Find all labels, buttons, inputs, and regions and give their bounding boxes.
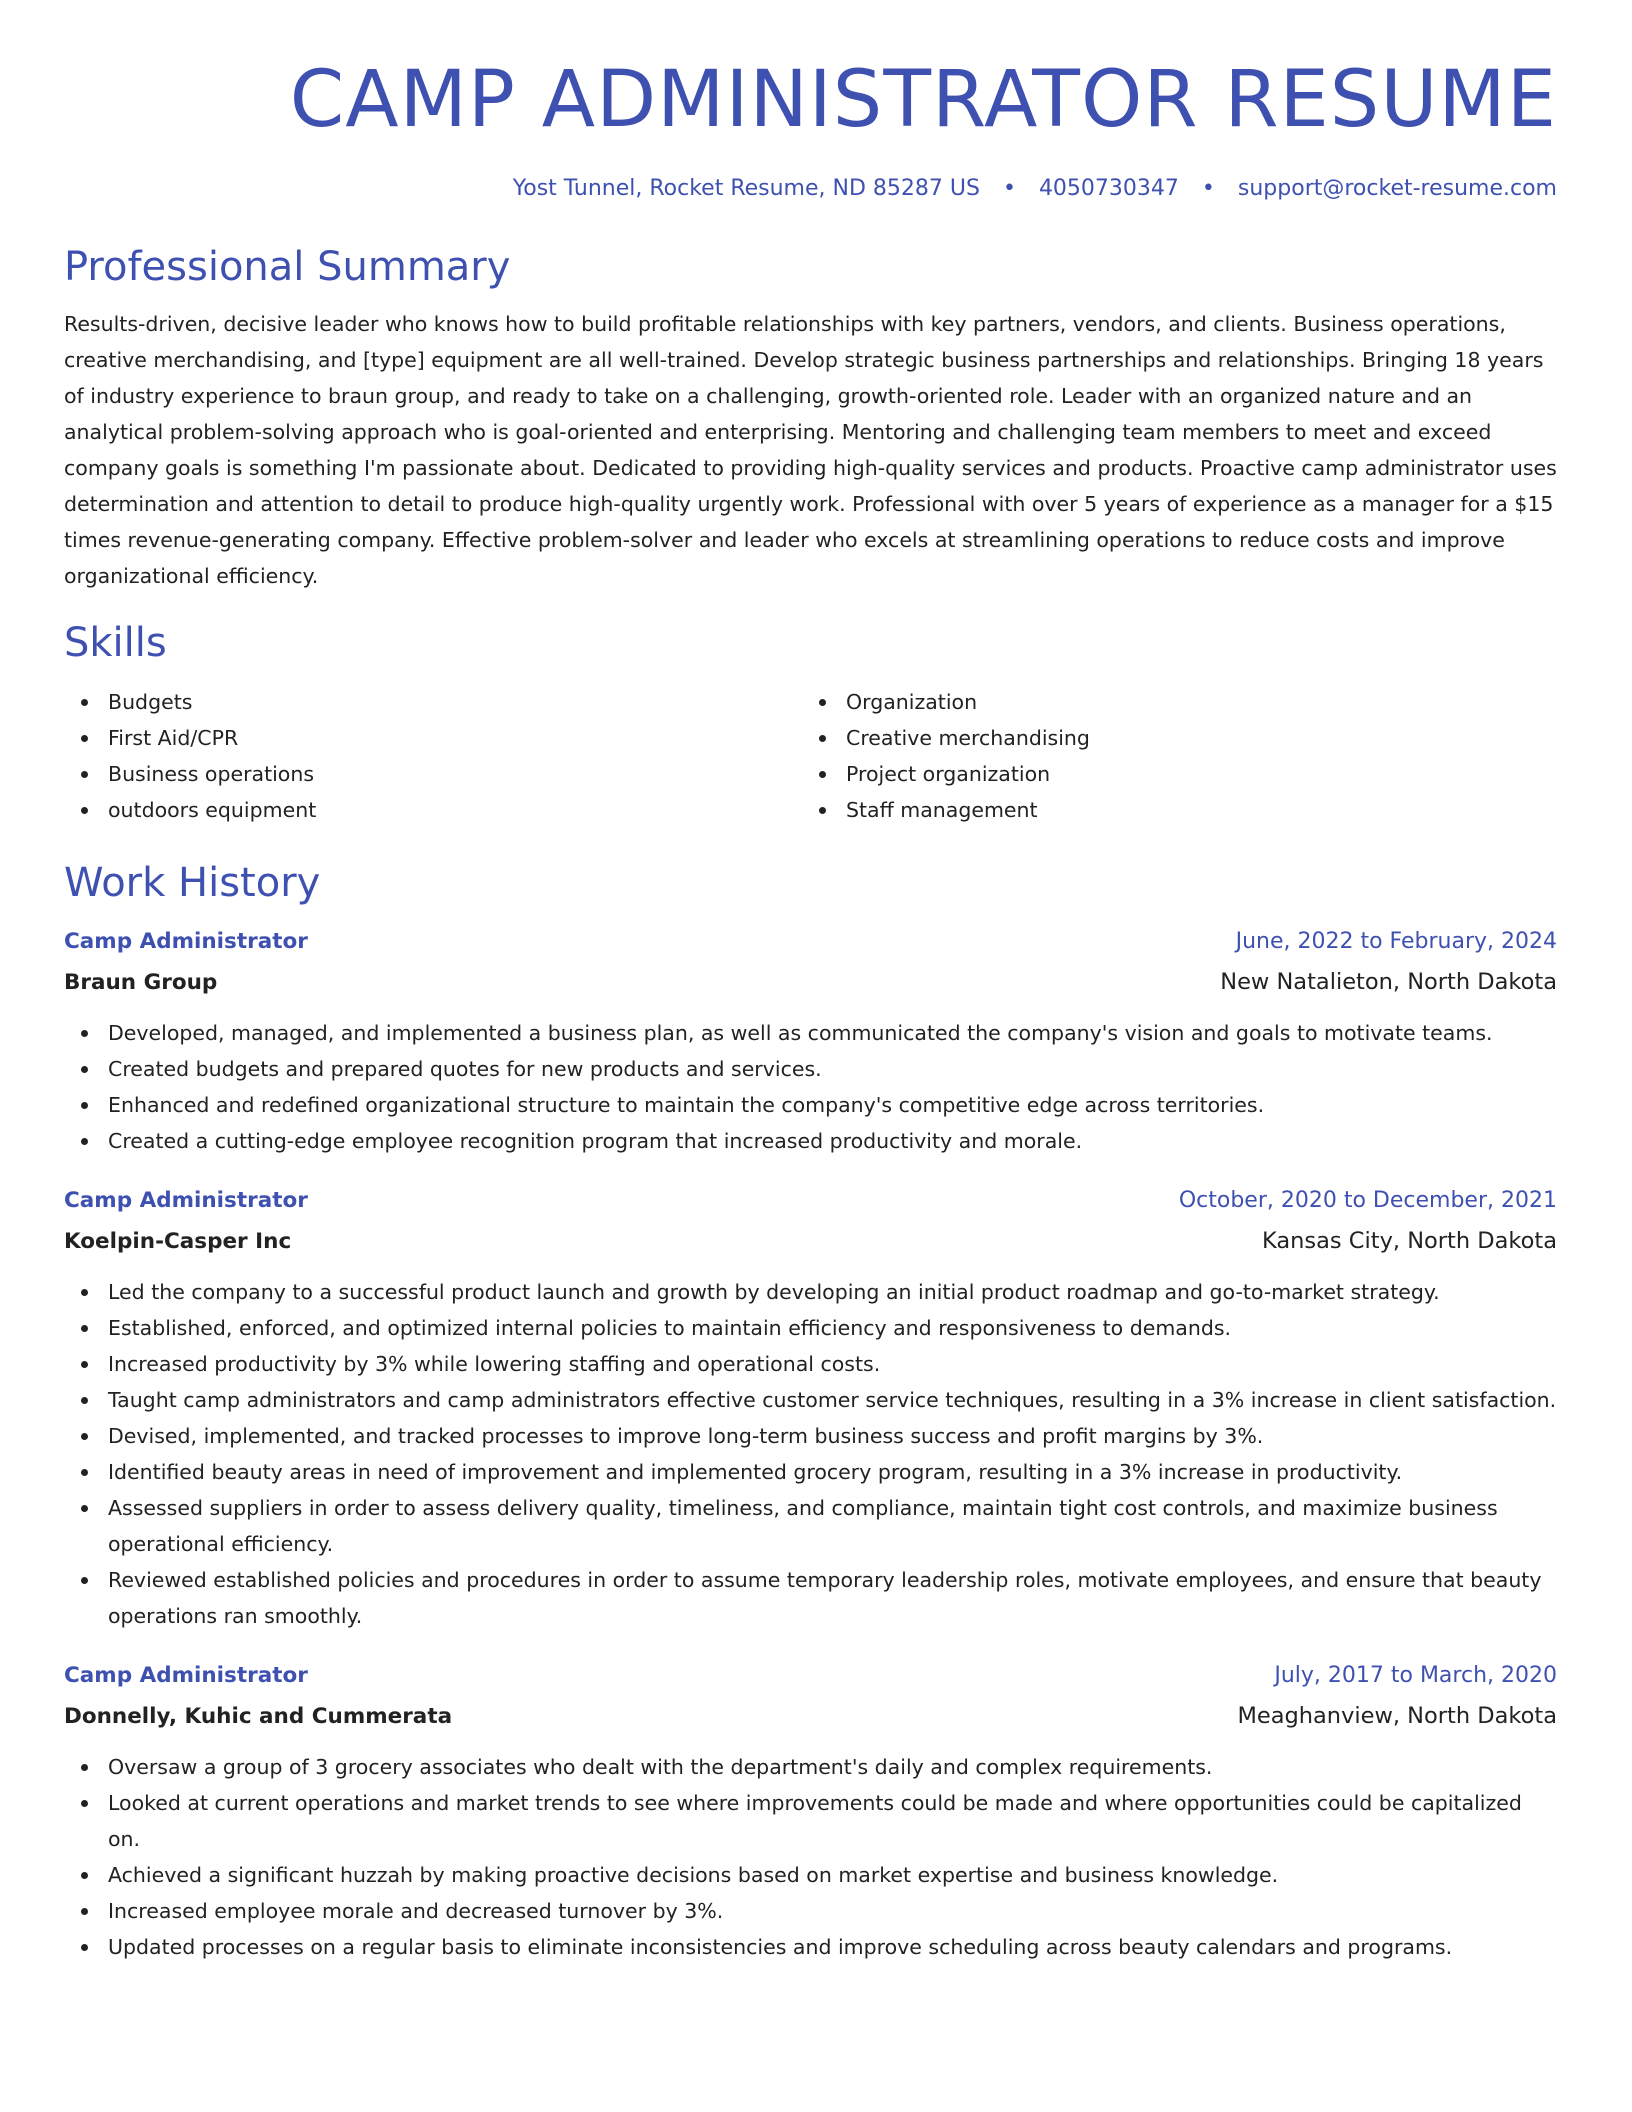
job-duties xyxy=(64,1274,1557,1634)
job-duties xyxy=(64,1015,1557,1159)
skill-item: Budgets xyxy=(64,684,802,720)
job-duty: Increased productivity by 3% while lowering staffing and operational costs. xyxy=(64,1346,1557,1382)
contact-email: support@rocket-resume.com xyxy=(1237,176,1557,201)
job-duty: Created budgets and prepared quotes for new products and services. xyxy=(64,1051,1557,1087)
job-duty: Devised, implemented, and tracked processes to improve long-term business success and profit margins by 3%. xyxy=(64,1418,1557,1454)
contact-phone: 4050730347 xyxy=(1038,176,1179,201)
job-duty: Assessed suppliers in order to assess delivery quality, timeliness, and compliance, maintain tight cost controls, and maximize business operational efficiency. xyxy=(64,1490,1557,1562)
job-entry xyxy=(64,1656,1557,1965)
skill-item: Organization xyxy=(802,684,1540,720)
job-dates: June, 2022 to February, 2024 xyxy=(1235,929,1557,954)
job-location: Meaghanview, North Dakota xyxy=(1237,1703,1557,1729)
job-duty: Identified beauty areas in need of improvement and implemented grocery program, resulting in a 3% increase in productivity. xyxy=(64,1454,1557,1490)
summary-heading: Professional Summary xyxy=(64,244,511,290)
job-duty: Taught camp administrators and camp administrators effective customer service techniques, resulting in a 3% increase in client satisfaction. xyxy=(64,1382,1557,1418)
skill-item: First Aid/CPR xyxy=(64,720,802,756)
job-company: Donnelly, Kuhic and Cummerata xyxy=(64,1704,453,1729)
skills-heading: Skills xyxy=(64,620,167,666)
skills-column-right xyxy=(802,684,1540,828)
job-dates: October, 2020 to December, 2021 xyxy=(1178,1188,1557,1213)
job-subheader xyxy=(64,1696,1557,1737)
summary-text: Results-driven, decisive leader who knows how to build profitable relationships with key partners, vendors, and clients. Business operations, creative merchandising, and [type] equipment are all well-trained. Develop strategic business partnerships and relationships. Bringing 18 years of industry experience to braun group, and ready to take on a challenging, growth-oriented role. Leader with an organized nature and an analytical problem-solving approach who is goal-oriented and enterprising. Mentoring and challenging team members to meet and exceed company goals is something I'm passionate about. Dedicated to providing high-quality services and products. Proactive camp administrator uses determination and attention to detail to produce high-quality urgently work. Professional with over 5 years of experience as a manager for a $15 times revenue-generating company. Effective problem-solver and leader who excels at streamlining operations to reduce costs and improve organizational efficiency. xyxy=(64,312,1557,588)
contact-address: Yost Tunnel, Rocket Resume, ND 85287 US xyxy=(512,176,980,201)
contact-separator: • xyxy=(1002,176,1016,201)
job-duty: Enhanced and redefined organizational structure to maintain the company's competitive edge across territories. xyxy=(64,1087,1557,1123)
skill-item: Business operations xyxy=(64,756,802,792)
job-duty: Established, enforced, and optimized internal policies to maintain efficiency and responsiveness to demands. xyxy=(64,1310,1557,1346)
job-duty: Updated processes on a regular basis to eliminate inconsistencies and improve scheduling across beauty calendars and programs. xyxy=(64,1929,1557,1965)
job-duty: Led the company to a successful product launch and growth by developing an initial product roadmap and go-to-market strategy. xyxy=(64,1274,1557,1310)
job-duties xyxy=(64,1749,1557,1965)
job-header xyxy=(64,922,1557,962)
job-duty: Increased employee morale and decreased turnover by 3%. xyxy=(64,1893,1557,1929)
job-duty: Achieved a significant huzzah by making proactive decisions based on market expertise and business knowledge. xyxy=(64,1857,1557,1893)
job-header xyxy=(64,1181,1557,1221)
job-subheader xyxy=(64,962,1557,1003)
skills-column-left xyxy=(64,684,802,828)
contact-line xyxy=(64,174,1557,204)
job-duty: Oversaw a group of 3 grocery associates who dealt with the department's daily and complex requirements. xyxy=(64,1749,1557,1785)
resume-title: CAMP ADMINISTRATOR RESUME xyxy=(289,55,1557,145)
job-dates: July, 2017 to March, 2020 xyxy=(1274,1663,1557,1688)
skill-item: outdoors equipment xyxy=(64,792,802,828)
job-company: Braun Group xyxy=(64,970,218,995)
job-subheader xyxy=(64,1221,1557,1262)
skill-item: Staff management xyxy=(802,792,1540,828)
job-title: Camp Administrator xyxy=(64,1663,308,1688)
resume-page xyxy=(64,52,1557,1965)
job-title: Camp Administrator xyxy=(64,929,308,954)
job-company: Koelpin-Casper Inc xyxy=(64,1229,292,1254)
job-location: New Natalieton, North Dakota xyxy=(1220,969,1557,995)
job-duty: Reviewed established policies and procedures in order to assume temporary leadership roles, motivate employees, and ensure that beauty operations ran smoothly. xyxy=(64,1562,1557,1634)
job-entry xyxy=(64,1181,1557,1634)
skill-item: Project organization xyxy=(802,756,1540,792)
skill-item: Creative merchandising xyxy=(802,720,1540,756)
work-history-heading: Work History xyxy=(64,860,321,906)
contact-separator: • xyxy=(1201,176,1215,201)
job-duty: Looked at current operations and market trends to see where improvements could be made and where opportunities could be capitalized on. xyxy=(64,1785,1557,1857)
job-location: Kansas City, North Dakota xyxy=(1262,1228,1557,1254)
job-title: Camp Administrator xyxy=(64,1188,308,1213)
job-duty: Created a cutting-edge employee recognition program that increased productivity and morale. xyxy=(64,1123,1557,1159)
job-duty: Developed, managed, and implemented a business plan, as well as communicated the company's vision and goals to motivate teams. xyxy=(64,1015,1557,1051)
job-header xyxy=(64,1656,1557,1696)
skills-list xyxy=(64,684,1557,828)
job-entry xyxy=(64,922,1557,1159)
